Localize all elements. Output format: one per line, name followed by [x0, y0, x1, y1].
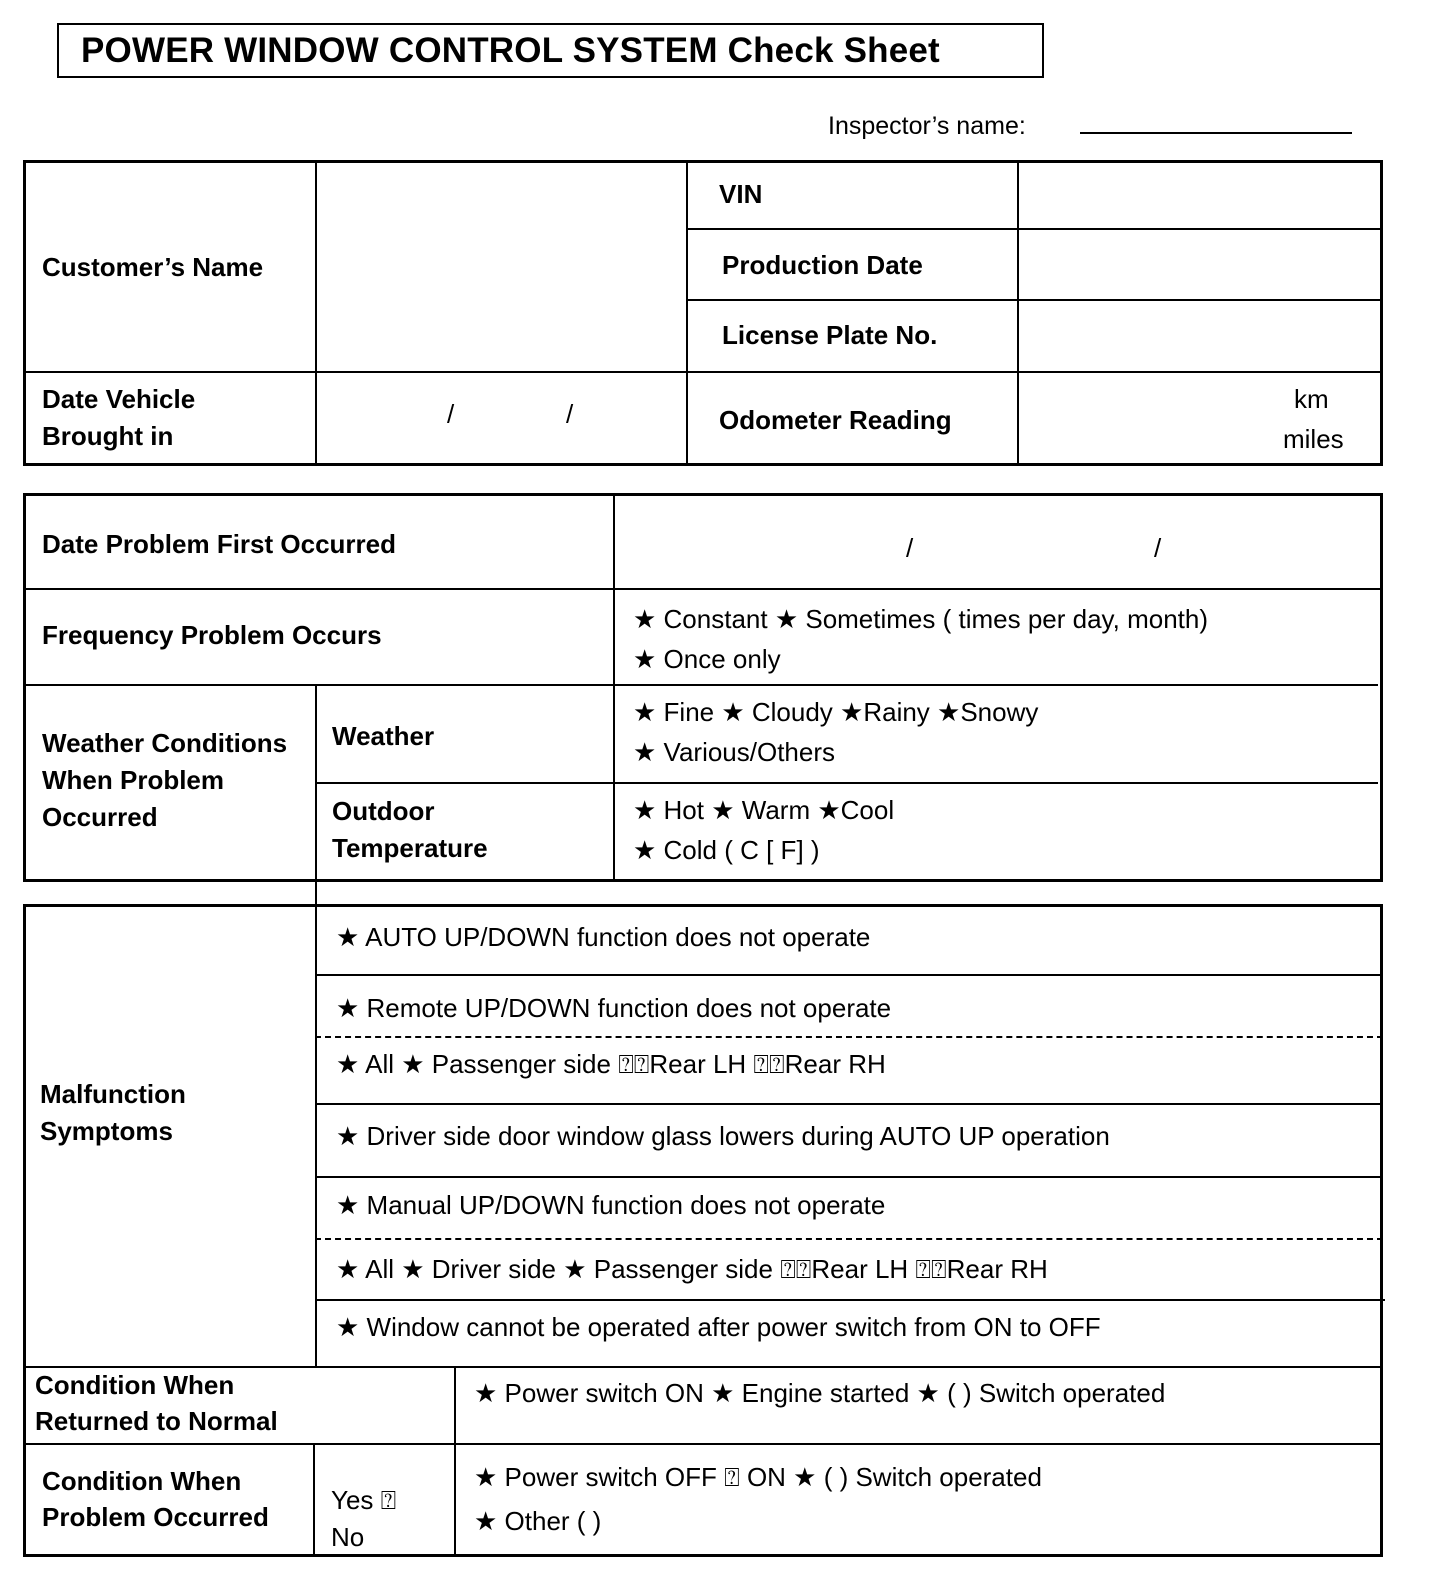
problem-occurred-label-2: Problem Occurred	[42, 1502, 269, 1532]
divider	[315, 1299, 1385, 1301]
frequency-options-line-2[interactable]: ★ Once only	[633, 644, 781, 674]
date-separator: /	[566, 399, 574, 429]
no-option[interactable]: No	[331, 1522, 365, 1552]
returned-normal-label-1: Condition When	[35, 1370, 235, 1400]
malfunction-label-1: Malfunction	[40, 1079, 186, 1109]
temperature-options-line-1[interactable]: ★ Hot ★ Warm ★Cool	[633, 795, 895, 825]
symptom-power-switch-off[interactable]: ★ Window cannot be operated after power switch from ON to OFF	[336, 1312, 1101, 1342]
returned-normal-label-2: Returned to Normal	[35, 1406, 278, 1436]
date-separator: /	[1154, 533, 1162, 563]
divider	[613, 493, 615, 882]
date-separator: /	[906, 533, 914, 563]
divider	[686, 299, 1383, 301]
problem-occurred-label-1: Condition When	[42, 1466, 242, 1496]
vin-field[interactable]	[1022, 165, 1378, 226]
symptom-auto-updown[interactable]: ★ AUTO UP/DOWN function does not operate	[336, 922, 871, 952]
returned-normal-options[interactable]: ★ Power switch ON ★ Engine started ★ ( ) Switch operated	[474, 1378, 1166, 1408]
problem-occurred-options-line-1[interactable]: ★ Power switch OFF ⍰ ON ★ ( ) Switch operated	[474, 1462, 1042, 1492]
symptom-manual-updown[interactable]: ★ Manual UP/DOWN function does not operate	[336, 1190, 886, 1220]
weather-conditions-label-1: Weather Conditions	[42, 728, 288, 758]
license-plate-label: License Plate No.	[722, 320, 938, 350]
outdoor-temperature-label-1: Outdoor	[332, 796, 435, 826]
license-plate-field[interactable]	[1022, 303, 1378, 369]
outdoor-temperature-label-2: Temperature	[332, 833, 488, 863]
inspector-name-field[interactable]	[1080, 132, 1352, 134]
customer-name-field[interactable]	[320, 165, 682, 369]
divider	[686, 228, 1383, 230]
divider	[315, 974, 1383, 976]
dashed-divider	[315, 1238, 1383, 1240]
divider	[313, 1443, 315, 1557]
date-brought-in-label-2: Brought in	[42, 421, 174, 451]
frequency-label: Frequency Problem Occurs	[42, 620, 382, 650]
frequency-options-line-1[interactable]: ★ Constant ★ Sometimes ( times per day, month)	[633, 604, 1208, 634]
divider	[454, 1366, 456, 1557]
vin-label: VIN	[719, 179, 763, 209]
divider	[23, 684, 1378, 686]
page-title: POWER WINDOW CONTROL SYSTEM Check Sheet	[81, 31, 940, 70]
date-separator: /	[447, 399, 455, 429]
symptom-remote-updown[interactable]: ★ Remote UP/DOWN function does not operate	[336, 993, 892, 1023]
malfunction-label-2: Symptoms	[40, 1116, 173, 1146]
title-box	[57, 23, 1044, 78]
miles-unit: miles	[1283, 424, 1344, 454]
symptom-driver-glass-lowers[interactable]: ★ Driver side door window glass lowers during AUTO UP operation	[336, 1121, 1110, 1151]
customer-name-label: Customer’s Name	[42, 252, 264, 282]
symptom-remote-sides[interactable]: ★ All ★ Passenger side ⍰⍰Rear LH ⍰⍰Rear RH	[336, 1049, 886, 1079]
weather-label: Weather	[332, 721, 435, 751]
production-date-label: Production Date	[722, 250, 923, 280]
divider	[315, 782, 1378, 784]
date-first-occurred-label: Date Problem First Occurred	[42, 529, 396, 559]
weather-conditions-label-3: Occurred	[42, 802, 158, 832]
yes-option[interactable]: Yes ⍰	[331, 1485, 397, 1515]
symptom-manual-sides[interactable]: ★ All ★ Driver side ★ Passenger side ⍰⍰Rear LH ⍰⍰Rear RH	[336, 1254, 1048, 1284]
dashed-divider	[315, 1036, 1383, 1038]
divider	[23, 1443, 1383, 1445]
temperature-options-line-2[interactable]: ★ Cold ( C [ F] )	[633, 835, 820, 865]
divider	[315, 882, 317, 906]
divider	[315, 1103, 1383, 1105]
odometer-label: Odometer Reading	[719, 405, 952, 435]
divider	[23, 371, 1383, 373]
divider	[315, 1176, 1383, 1178]
divider	[686, 160, 688, 466]
weather-options-line-1[interactable]: ★ Fine ★ Cloudy ★Rainy ★Snowy	[633, 697, 1039, 727]
divider	[315, 160, 317, 466]
inspector-label: Inspector’s name:	[828, 112, 1026, 140]
problem-occurred-options-line-2[interactable]: ★ Other ( )	[474, 1506, 602, 1536]
weather-conditions-label-2: When Problem	[42, 765, 225, 795]
weather-options-line-2[interactable]: ★ Various/Others	[633, 737, 836, 767]
date-brought-in-label-1: Date Vehicle	[42, 384, 196, 414]
divider	[1017, 160, 1019, 466]
km-unit: km	[1294, 384, 1329, 414]
divider	[23, 588, 1383, 590]
production-date-field[interactable]	[1022, 232, 1378, 297]
